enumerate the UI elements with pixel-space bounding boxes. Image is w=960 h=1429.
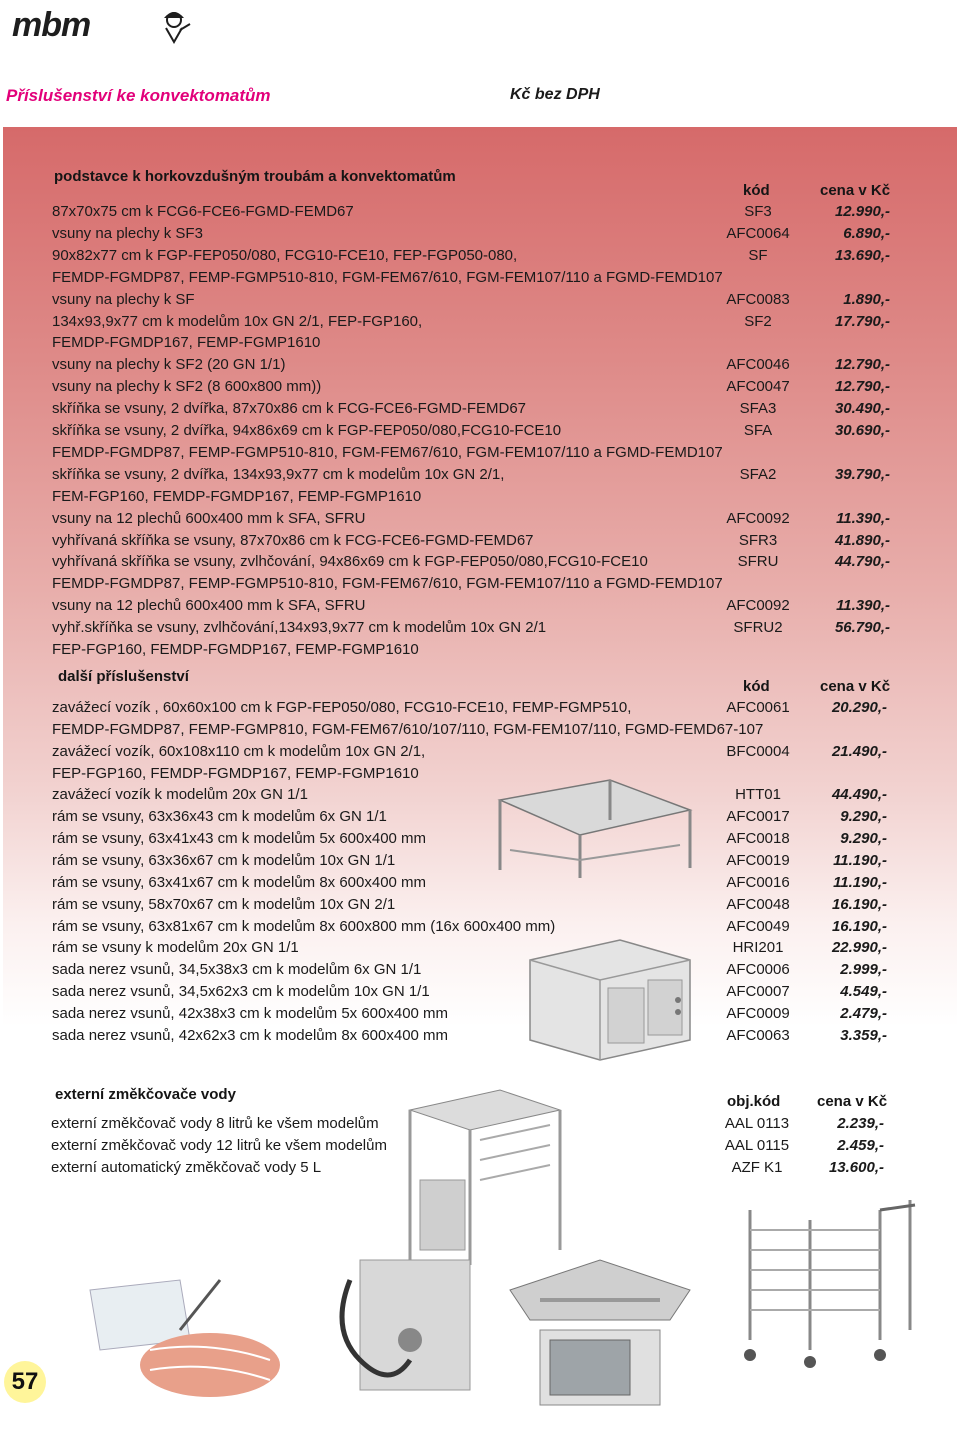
brand-logo [4,4,194,46]
item-code: AFC0063 [726,1026,790,1044]
item-description: FEP-FGP160, FEMDP-FGMDP167, FEMP-FGMP1610 [52,641,419,658]
item-price: 22.990,- [831,939,887,957]
item-code: AZF K1 [731,1159,783,1176]
table-row [0,466,960,486]
item-description: externí automatický změkčovač vody 5 L [51,1159,322,1176]
item-price: 9.290,- [840,808,887,826]
section-title-stands: podstavce k horkovzdušným troubám a konvektomatům [54,168,456,185]
item-code: SFA [743,422,773,439]
item-description: zavážecí vozík, 60x108x110 cm k modelům 10x GN 2/1, [52,742,426,760]
item-description: vsuny na 12 plechů 600x400 mm k SFA, SFRU [52,509,366,527]
item-description: FEMDP-FGMDP167, FEMP-FGMP1610 [52,334,321,352]
table-row [0,874,960,894]
table-row [0,1137,960,1157]
item-description: skříňka se vsuny, 2 dvířka, 134x93,9x77 cm k modelům 10x GN 2/1, [52,465,505,483]
item-price: 21.490,- [831,742,887,760]
column-header-price: cena v Kč [820,678,891,695]
table-row [0,269,960,289]
item-description: 90x82x77 cm k FGP-FEP050/080, FCG10-FCE10, FEP-FGP050-080, [52,246,518,264]
item-description: vsuny na plechy k SF [52,290,195,308]
item-description: rám se vsuny, 58x70x67 cm k modelům 10x GN 2/1 [52,895,396,913]
table-row [0,334,960,354]
item-code: AFC0019 [726,851,790,869]
item-price: 2.459,- [837,1137,884,1154]
item-code: AFC0047 [726,378,790,396]
column-header-price: cena v Kč [817,1093,888,1110]
column-header-price: cena v Kč [820,182,891,199]
table-row [0,400,960,420]
table-row [0,743,960,763]
chef-icon [156,8,192,44]
item-price: 30.490,- [834,400,890,418]
item-description: sada nerez vsunů, 42x62x3 cm k modelům 8x 600x400 mm [52,1026,449,1044]
item-code: AAL 0115 [724,1137,790,1154]
price-note: Kč bez DPH [510,86,600,103]
item-code: AFC0049 [726,917,790,935]
item-description: rám se vsuny k modelům 20x GN 1/1 [52,939,299,957]
item-description: FEM-FGP160, FEMDP-FGMDP167, FEMP-FGMP1610 [52,487,422,505]
table-row [0,532,960,552]
item-code: SFRU2 [733,619,783,637]
table-row [0,896,960,916]
item-code: SFA2 [739,465,777,483]
item-price: 39.790,- [834,465,890,483]
item-price: 44.490,- [831,786,887,804]
item-description: vsuny na plechy k SF2 (20 GN 1/1) [52,356,286,374]
item-price: 2.239,- [837,1115,884,1132]
table-row [0,641,960,661]
item-description: externí změkčovač vody 8 litrů ke všem modelům [51,1115,379,1132]
section-title-accessories: další příslušenství [58,668,189,685]
table-row [0,852,960,872]
item-code: SF2 [744,312,772,330]
page-title: Příslušenství ke konvektomatům [6,86,271,105]
table-row [0,808,960,828]
item-code: SFR3 [738,531,778,549]
item-code: SFRU [737,553,779,571]
item-price: 6.890,- [843,224,890,242]
item-description: skříňka se vsuny, 2 dvířka, 94x86x69 cm k FGP-FEP050/080,FCG10-FCE10 [52,422,562,439]
table-row [0,765,960,785]
table-row [0,510,960,530]
hood-oven-illustration [500,1250,700,1410]
item-description: rám se vsuny, 63x36x67 cm k modelům 10x GN 1/1 [52,851,396,869]
item-description: vsuny na 12 plechů 600x400 mm k SFA, SFRU [52,597,366,615]
brand-logo-text: mbm [12,6,91,44]
item-code: AFC0083 [726,290,790,308]
table-row [0,699,960,719]
item-code: HTT01 [735,786,781,804]
item-price: 9.290,- [840,830,887,848]
item-price: 13.690,- [834,246,890,264]
item-description: FEMDP-FGMDP87, FEMP-FGMP810, FGM-FEM67/610/107/110, FGM-FEM107/110, FGMD-FEMD67-107 [52,720,764,738]
item-description: FEMDP-FGMDP87, FEMP-FGMP510-810, FGM-FEM67/610, FGM-FEM107/110 a FGMD-FEMD107 [52,575,723,593]
item-code: HRI201 [732,939,784,957]
table-row [0,1115,960,1135]
item-price: 12.790,- [834,356,890,374]
item-code: AFC0048 [726,895,790,913]
item-price: 11.190,- [833,873,887,891]
table-row [0,918,960,938]
item-code: AFC0061 [726,699,790,716]
item-price: 16.190,- [831,895,887,913]
table-row [0,488,960,508]
table-row [0,1159,960,1179]
table-row [0,983,960,1003]
item-description: rám se vsuny, 63x41x43 cm k modelům 5x 600x400 mm [52,830,427,848]
item-price: 30.690,- [834,422,890,439]
item-price: 11.190,- [833,851,887,869]
table-row [0,786,960,806]
item-price: 4.549,- [840,983,887,1001]
table-row [0,619,960,639]
item-price: 41.890,- [834,531,890,549]
item-description: rám se vsuny, 63x41x67 cm k modelům 8x 600x400 mm [52,873,427,891]
item-description: 87x70x75 cm k FCG6-FCE6-FGMD-FEMD67 [52,203,354,220]
section-title-softeners: externí změkčovače vody [55,1086,236,1103]
item-code: AFC0016 [726,873,790,891]
item-description: sada nerez vsunů, 34,5x62x3 cm k modelům 10x GN 1/1 [52,983,430,1001]
item-price: 12.990,- [834,203,890,220]
column-header-code: kód [743,182,770,199]
item-code: AFC0009 [726,1004,790,1022]
page-number: 57 [4,1361,46,1403]
item-price: 11.390,- [836,597,890,615]
item-price: 2.479,- [840,1004,887,1022]
item-description: rám se vsuny, 63x81x67 cm k modelům 8x 600x800 mm (16x 600x400 mm) [52,917,556,935]
table-row [0,939,960,959]
item-code: AFC0092 [726,509,790,527]
item-description: 134x93,9x77 cm k modelům 10x GN 2/1, FEP-FGP160, [52,312,423,330]
item-code: AFC0007 [726,983,790,1001]
item-price: 44.790,- [834,553,890,571]
item-description: vsuny na plechy k SF2 (8 600x800 mm)) [52,378,322,396]
column-header-code: obj.kód [727,1093,781,1110]
table-row [0,553,960,573]
item-code: AFC0046 [726,356,790,374]
table-row [0,444,960,464]
item-price: 1.890,- [843,290,890,308]
item-code: SF [748,246,768,264]
item-price: 11.390,- [836,509,890,527]
probe-meat-illustration [70,1270,280,1400]
table-row [0,203,960,223]
table-row [0,378,960,398]
table-row [0,575,960,595]
table-row [0,422,960,442]
item-price: 16.190,- [831,917,887,935]
item-price: 13.600,- [828,1159,884,1176]
shower-hose-illustration [300,1240,490,1400]
item-price: 20.290,- [831,699,887,716]
item-description: zavážecí vozík k modelům 20x GN 1/1 [52,786,308,804]
table-row [0,597,960,617]
item-price: 2.999,- [840,961,887,979]
item-price: 3.359,- [840,1026,887,1044]
trolley-illustration [730,1190,920,1370]
item-description: FEMDP-FGMDP87, FEMP-FGMP510-810, FGM-FEM67/610, FGM-FEM107/110 a FGMD-FEMD107 [52,268,723,286]
item-code: AFC0064 [726,224,790,242]
table-row [0,291,960,311]
item-code: AFC0092 [726,597,790,615]
table-row [0,1027,960,1047]
item-price: 56.790,- [834,619,890,637]
item-description: skříňka se vsuny, 2 dvířka, 87x70x86 cm k FCG-FCE6-FGMD-FEMD67 [52,400,527,418]
item-description: vsuny na plechy k SF3 [52,224,203,242]
item-description: sada nerez vsunů, 34,5x38x3 cm k modelům 6x GN 1/1 [52,961,422,979]
item-description: rám se vsuny, 63x36x43 cm k modelům 6x GN 1/1 [52,808,387,826]
item-price: 17.790,- [834,312,890,330]
item-description: vyhřívaná skříňka se vsuny, 87x70x86 cm k FCG-FCE6-FGMD-FEMD67 [52,531,534,549]
item-description: vyhřívaná skříňka se vsuny, zvlhčování, 94x86x69 cm k FGP-FEP050/080,FCG10-FCE10 [52,553,648,571]
item-description: vyhř.skříňka se vsuny, zvlhčování,134x93,9x77 cm k modelům 10x GN 2/1 [52,619,547,637]
item-description: FEP-FGP160, FEMDP-FGMDP167, FEMP-FGMP1610 [52,764,419,782]
column-header-code: kód [743,678,770,695]
item-description: FEMDP-FGMDP87, FEMP-FGMP510-810, FGM-FEM67/610, FGM-FEM107/110 a FGMD-FEMD107 [52,443,723,461]
table-row [0,961,960,981]
item-description: sada nerez vsunů, 42x38x3 cm k modelům 5x 600x400 mm [52,1004,449,1022]
item-code: SF3 [744,203,772,220]
item-price: 12.790,- [834,378,890,396]
item-code: AAL 0113 [724,1115,790,1132]
table-row [0,830,960,850]
table-row [0,313,960,333]
item-code: AFC0017 [726,808,790,826]
table-row [0,721,960,741]
item-code: BFC0004 [726,742,790,760]
table-row [0,1005,960,1025]
item-description: externí změkčovač vody 12 litrů ke všem modelům [51,1137,387,1154]
table-row [0,247,960,267]
table-row [0,356,960,376]
item-code: SFA3 [739,400,777,418]
item-code: AFC0006 [726,961,790,979]
item-description: zavážecí vozík , 60x60x100 cm k FGP-FEP050/080, FCG10-FCE10, FEMP-FGMP510, [52,699,632,716]
item-code: AFC0018 [726,830,790,848]
table-row [0,225,960,245]
